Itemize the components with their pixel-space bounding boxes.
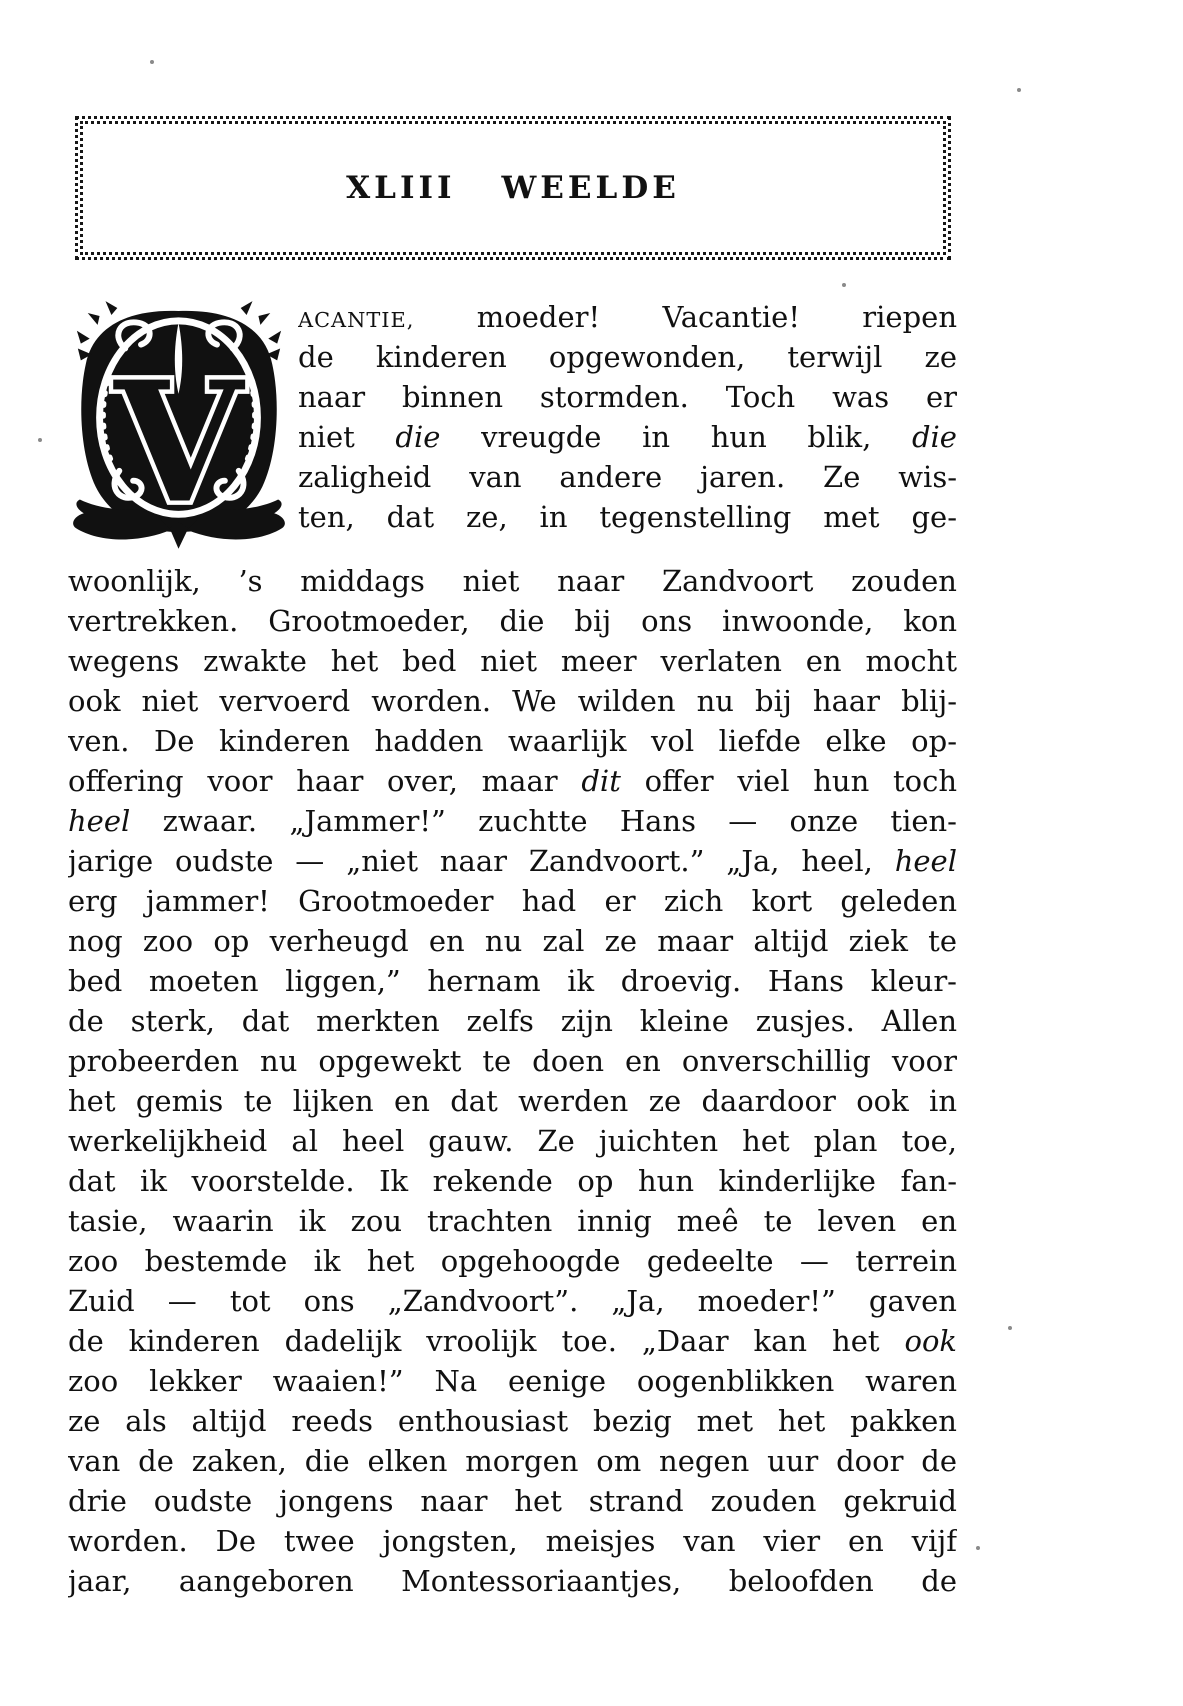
text-line bbox=[68, 1321, 957, 1361]
text-line bbox=[68, 921, 957, 961]
text-line bbox=[68, 841, 957, 881]
text-line bbox=[298, 337, 957, 377]
text-run: moeder! Vacantie! riepen bbox=[414, 300, 957, 334]
text-run: offer viel hun toch bbox=[620, 764, 957, 798]
text-line bbox=[68, 601, 957, 641]
text-run: werkelijkheid al heel gauw. Ze juichten het plan toe, bbox=[68, 1124, 957, 1158]
text-run: tasie, waarin ik zou trachten innig meê te leven en bbox=[68, 1204, 957, 1238]
text-run: offering voor haar over, maar bbox=[68, 764, 582, 798]
text-run-italic: die bbox=[911, 420, 957, 454]
text-run: ten, dat ze, in tegenstelling met ge- bbox=[298, 500, 957, 534]
text-run-italic: dit bbox=[581, 764, 621, 798]
text-line bbox=[68, 1521, 957, 1561]
scan-speck bbox=[1008, 1326, 1012, 1330]
text-line bbox=[68, 1281, 957, 1321]
text-line bbox=[68, 1201, 957, 1241]
opening-section bbox=[68, 297, 957, 559]
text-run: zoo bestemde ik het opgehoogde gedeelte — terrein bbox=[68, 1244, 957, 1278]
text-run: bed moeten liggen,” hernam ik droevig. Hans kleur- bbox=[68, 964, 957, 998]
text-run: vreugde in hun blik, bbox=[440, 420, 912, 454]
text-line bbox=[68, 1481, 957, 1521]
text-run: ze als altijd reeds enthousiast bezig met het pakken bbox=[68, 1404, 957, 1438]
text-line bbox=[68, 1561, 957, 1601]
text-line bbox=[68, 881, 957, 921]
text-line bbox=[298, 377, 957, 417]
text-line bbox=[68, 641, 957, 681]
text-line bbox=[298, 457, 957, 497]
text-line bbox=[68, 721, 957, 761]
full-width-lines bbox=[68, 561, 957, 1601]
text-line bbox=[298, 417, 957, 457]
text-line bbox=[68, 1361, 957, 1401]
scan-speck bbox=[842, 283, 846, 287]
text-line bbox=[68, 1441, 957, 1481]
text-line bbox=[68, 1401, 957, 1441]
scan-speck bbox=[38, 438, 42, 442]
text-line bbox=[68, 681, 957, 721]
text-run: dat ik voorstelde. Ik rekende op hun kinderlijke fan- bbox=[68, 1164, 957, 1198]
text-run: van de zaken, die elken morgen om negen uur door de bbox=[68, 1444, 957, 1478]
text-run-smallcaps: ACANTIE, bbox=[298, 308, 415, 332]
text-run: ook niet vervoerd worden. We wilden nu bij haar blij- bbox=[68, 684, 957, 718]
text-run-italic: ook bbox=[904, 1324, 957, 1358]
text-run-italic: heel bbox=[68, 804, 131, 838]
text-line bbox=[68, 761, 957, 801]
text-run: drie oudste jongens naar het strand zouden gekruid bbox=[68, 1484, 957, 1518]
text-run: vertrekken. Grootmoeder, die bij ons inwoonde, kon bbox=[68, 604, 957, 638]
indented-lines bbox=[298, 297, 957, 559]
text-line bbox=[68, 961, 957, 1001]
chapter-heading bbox=[346, 170, 680, 206]
text-run: de kinderen opgewonden, terwijl ze bbox=[298, 340, 957, 374]
body-text bbox=[68, 297, 957, 1601]
text-run-italic: die bbox=[395, 420, 441, 454]
text-run: het gemis te lijken en dat werden ze daardoor ook in bbox=[68, 1084, 957, 1118]
text-run: zwaar. „Jammer!” zuchtte Hans — onze tien- bbox=[130, 804, 957, 838]
text-line bbox=[68, 1241, 957, 1281]
text-run: zoo lekker waaien!” Na eenige oogenblikken waren bbox=[68, 1364, 957, 1398]
text-run: probeerden nu opgewekt te doen en onverschillig voor bbox=[68, 1044, 957, 1078]
text-run: ven. De kinderen hadden waarlijk vol liefde elke op- bbox=[68, 724, 957, 758]
text-run: erg jammer! Grootmoeder had er zich kort geleden bbox=[68, 884, 957, 918]
text-run: zaligheid van andere jaren. Ze wis- bbox=[298, 460, 957, 494]
chapter-title: WEELDE bbox=[501, 170, 680, 206]
text-run: woonlijk, ’s middags niet naar Zandvoort zouden bbox=[68, 564, 957, 598]
text-line bbox=[68, 801, 957, 841]
text-line bbox=[298, 297, 957, 337]
text-line bbox=[298, 497, 957, 537]
chapter-heading-box bbox=[75, 116, 951, 260]
text-line bbox=[68, 1041, 957, 1081]
text-line bbox=[68, 561, 957, 601]
text-line bbox=[68, 1161, 957, 1201]
scan-speck bbox=[976, 1546, 980, 1550]
text-run: worden. De twee jongsten, meisjes van vier en vijf bbox=[68, 1524, 957, 1558]
dropcap-letter: V bbox=[114, 345, 243, 541]
dropcap-v-woodcut-icon bbox=[68, 297, 290, 549]
text-line bbox=[68, 1081, 957, 1121]
text-run: niet bbox=[298, 420, 396, 454]
text-run: jaar, aangeboren Montessoriaantjes, beloofden de bbox=[68, 1564, 957, 1598]
text-run: de sterk, dat merkten zelfs zijn kleine zusjes. Allen bbox=[68, 1004, 957, 1038]
text-run-italic: heel bbox=[894, 844, 957, 878]
text-run: de kinderen dadelijk vroolijk toe. „Daar kan het bbox=[68, 1324, 905, 1358]
scan-speck bbox=[1017, 88, 1021, 92]
text-run: wegens zwakte het bed niet meer verlaten en mocht bbox=[68, 644, 957, 678]
text-line bbox=[68, 1001, 957, 1041]
text-run: naar binnen stormden. Toch was er bbox=[298, 380, 957, 414]
text-line bbox=[68, 1121, 957, 1161]
text-run: jarige oudste — „niet naar Zandvoort.” „Ja, heel, bbox=[68, 844, 895, 878]
chapter-heading-box-inner bbox=[80, 121, 946, 255]
text-run: Zuid — tot ons „Zandvoort”. „Ja, moeder!” gaven bbox=[68, 1284, 957, 1318]
ornate-initial-v bbox=[68, 297, 298, 559]
text-run: nog zoo op verheugd en nu zal ze maar altijd ziek te bbox=[68, 924, 957, 958]
scan-speck bbox=[150, 60, 154, 64]
chapter-number: XLIII bbox=[346, 170, 456, 206]
